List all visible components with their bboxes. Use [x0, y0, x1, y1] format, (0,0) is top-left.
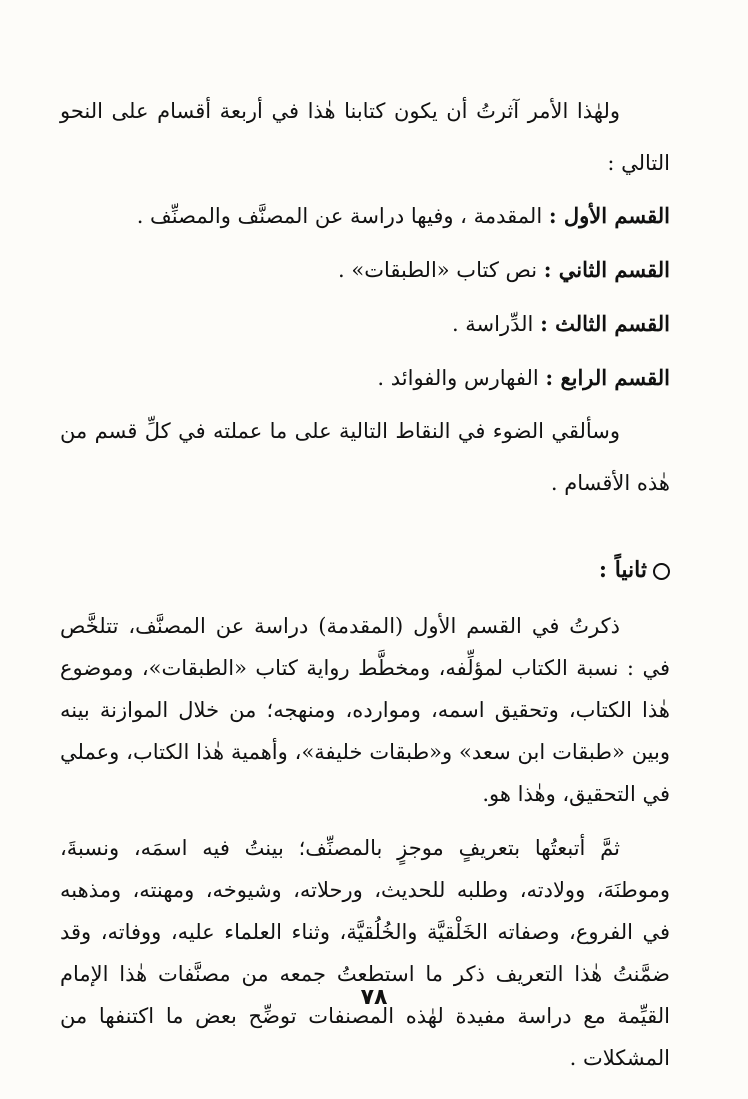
sections-list — [60, 189, 670, 405]
heading-text: ثانياً : — [598, 557, 647, 583]
section-item — [60, 243, 670, 297]
section-label: القسم الرابع : — [545, 365, 670, 390]
summary-paragraph: وسألقي الضوء في النقاط التالية على ما عملته في كلِّ قسم من هٰذه الأقسام . — [60, 419, 670, 495]
section-heading — [60, 545, 670, 595]
section-label: القسم الثاني : — [543, 257, 670, 282]
paragraph-one: ذكرتُ في القسم الأول (المقدمة) دراسة عن المصنَّف، تتلخَّص في : نسبة الكتاب لمؤلِّفه، ومخطَّط رواية كتاب «الطبقات»، وموضوع هٰذا الكتاب، وتحقيق اسمه، وموارده، ومنهجه؛ من خلال الموازنة بينه وبين «طبقات ابن سعد» و«طبقات خليفة»، وأهمية هٰذا الكتاب، وعملي في التحقيق، وهٰذا هو. — [60, 614, 670, 806]
section-text: الفهارس والفوائد . — [377, 366, 546, 390]
page-body — [60, 85, 670, 1079]
section-item — [60, 189, 670, 243]
section-item — [60, 297, 670, 351]
section-item — [60, 351, 670, 405]
section-label: القسم الثالث : — [540, 311, 670, 336]
section-text: المقدمة ، وفيها دراسة عن المصنَّف والمصنِّف . — [136, 204, 549, 228]
section-text: الدِّراسة . — [451, 312, 541, 336]
section-text: نص كتاب «الطبقات» . — [338, 258, 544, 282]
circle-bullet-icon — [653, 563, 670, 580]
intro-paragraph: ولهٰذا الأمر آثرتُ أن يكون كتابنا هٰذا في أربعة أقسام على النحو التالي : — [60, 99, 670, 175]
section-label: القسم الأول : — [548, 203, 670, 228]
paragraph-two: ثمَّ أتبعتُها بتعريفٍ موجزٍ بالمصنِّف؛ بينتُ فيه اسمَه، ونسبةَ، وموطنَهَ، وولادته، وطلبه للحديث، ورحلاته، وشيوخه، ومهنته، ومذهبه في الفروع، وصفاته الخَلْقيَّة والخُلُقيَّة، وثناء العلماء عليه، ووفاته، وقد ضمَّنتُ هٰذا التعريف ذكر ما استطعتُ جمعه من مصنَّفات هٰذا الإمام القيِّمة مع دراسة مفيدة لهٰذه المصنفات توضِّح بعض ما اكتنفها من المشكلات . — [60, 836, 670, 1070]
page-number: ٧٨ — [360, 985, 388, 1010]
